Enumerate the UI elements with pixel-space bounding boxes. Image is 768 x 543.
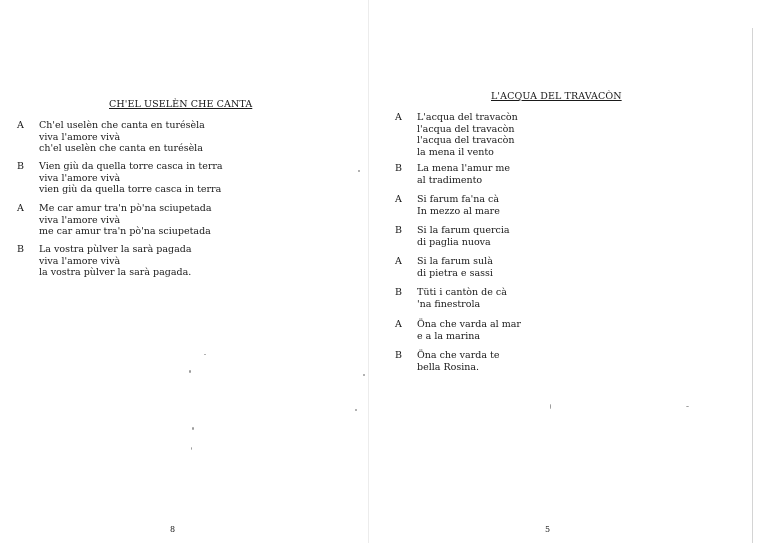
stanza-mark: A bbox=[17, 120, 24, 131]
right-page-title: L'ACQUA DEL TRAVACÒN bbox=[491, 91, 622, 102]
verse-line: Me car amur tra'n pò'na sciupetada bbox=[39, 203, 212, 214]
verse-line: Öna che varda te bbox=[417, 350, 500, 361]
stanza-lines bbox=[417, 256, 493, 279]
scan-speck bbox=[355, 409, 357, 411]
stanza-mark: B bbox=[395, 350, 402, 361]
verse-line: L'acqua del travacòn bbox=[417, 112, 518, 123]
verse-line: ch'el uselèn che canta en turésèla bbox=[39, 143, 203, 154]
right-page bbox=[368, 0, 768, 543]
verse-line: di paglia nuova bbox=[417, 236, 491, 248]
stanza-lines bbox=[417, 287, 507, 310]
scan-speck bbox=[363, 374, 365, 376]
stanza-lines bbox=[417, 319, 521, 342]
scan-speck bbox=[189, 370, 191, 373]
left-page bbox=[0, 0, 368, 543]
stanza-mark: A bbox=[395, 256, 402, 267]
verse-line: Si la farum sulà bbox=[417, 256, 493, 267]
verse-line: Ch'el uselèn che canta en turésèla bbox=[39, 120, 205, 131]
verse-line: Si la farum quercia bbox=[417, 225, 510, 236]
scan-speck bbox=[204, 354, 206, 355]
stanza-lines bbox=[39, 161, 223, 196]
verse-line: l'acqua del travacòn bbox=[417, 123, 515, 135]
stanza-mark: B bbox=[17, 161, 24, 172]
stanza-lines bbox=[417, 194, 500, 217]
verse-line: viva l'amore vivà bbox=[39, 255, 121, 267]
stanza-lines bbox=[39, 203, 212, 238]
stanza-mark: B bbox=[395, 287, 402, 298]
verse-line: viva l'amore vivà bbox=[39, 172, 121, 184]
verse-line: viva l'amore vivà bbox=[39, 214, 121, 226]
page-number: 5 bbox=[545, 525, 551, 534]
verse-line: al tradimento bbox=[417, 174, 483, 186]
verse-line: la vostra pùlver la sarà pagada. bbox=[39, 267, 192, 278]
stanza-mark: B bbox=[395, 225, 402, 236]
stanza-mark: A bbox=[395, 319, 402, 330]
verse-line: La vostra pùlver la sarà pagada bbox=[39, 244, 192, 255]
verse-line: me car amur tra'n pò'na sciupetada bbox=[39, 226, 211, 237]
stanza-mark: A bbox=[17, 203, 24, 214]
stanza-lines bbox=[417, 225, 510, 248]
stanza-mark: B bbox=[17, 244, 24, 255]
stanza-lines bbox=[39, 244, 192, 279]
stanza-mark: B bbox=[395, 163, 402, 174]
scan-speck bbox=[191, 447, 192, 450]
stanza-mark: A bbox=[395, 194, 402, 205]
left-page-title: CH'EL USELÈN CHE CANTA bbox=[109, 99, 253, 110]
verse-line: In mezzo al mare bbox=[417, 205, 500, 217]
stanza-lines bbox=[39, 120, 205, 155]
scan-speck bbox=[358, 170, 360, 172]
scan-speck bbox=[192, 427, 194, 430]
verse-line: Si farum fa'na cà bbox=[417, 194, 500, 205]
verse-line: viva l'amore vivà bbox=[39, 131, 121, 143]
verse-line: la mena il vento bbox=[417, 146, 494, 158]
verse-line: Vien giù da quella torre casca in terra bbox=[39, 161, 223, 172]
verse-line: bella Rosina. bbox=[417, 361, 480, 373]
verse-line: 'na finestrola bbox=[417, 298, 481, 310]
verse-line: Öna che varda al mar bbox=[417, 319, 521, 330]
scan-speck bbox=[550, 404, 551, 409]
stanza-lines bbox=[417, 163, 510, 186]
stanza-lines bbox=[417, 112, 518, 158]
stanza-mark: A bbox=[395, 112, 402, 123]
scan-speck bbox=[686, 406, 689, 407]
page-number: 8 bbox=[170, 525, 176, 534]
stanza-lines bbox=[417, 350, 499, 373]
verse-line: Tüti i cantòn de cà bbox=[417, 287, 507, 298]
verse-line: l'acqua del travacòn bbox=[417, 135, 515, 146]
verse-line: e a la marina bbox=[417, 330, 481, 342]
verse-line: La mena l'amur me bbox=[417, 163, 511, 174]
verse-line: di pietra e sassi bbox=[417, 267, 493, 279]
verse-line: vien giù da quella torre casca in terra bbox=[39, 184, 222, 195]
